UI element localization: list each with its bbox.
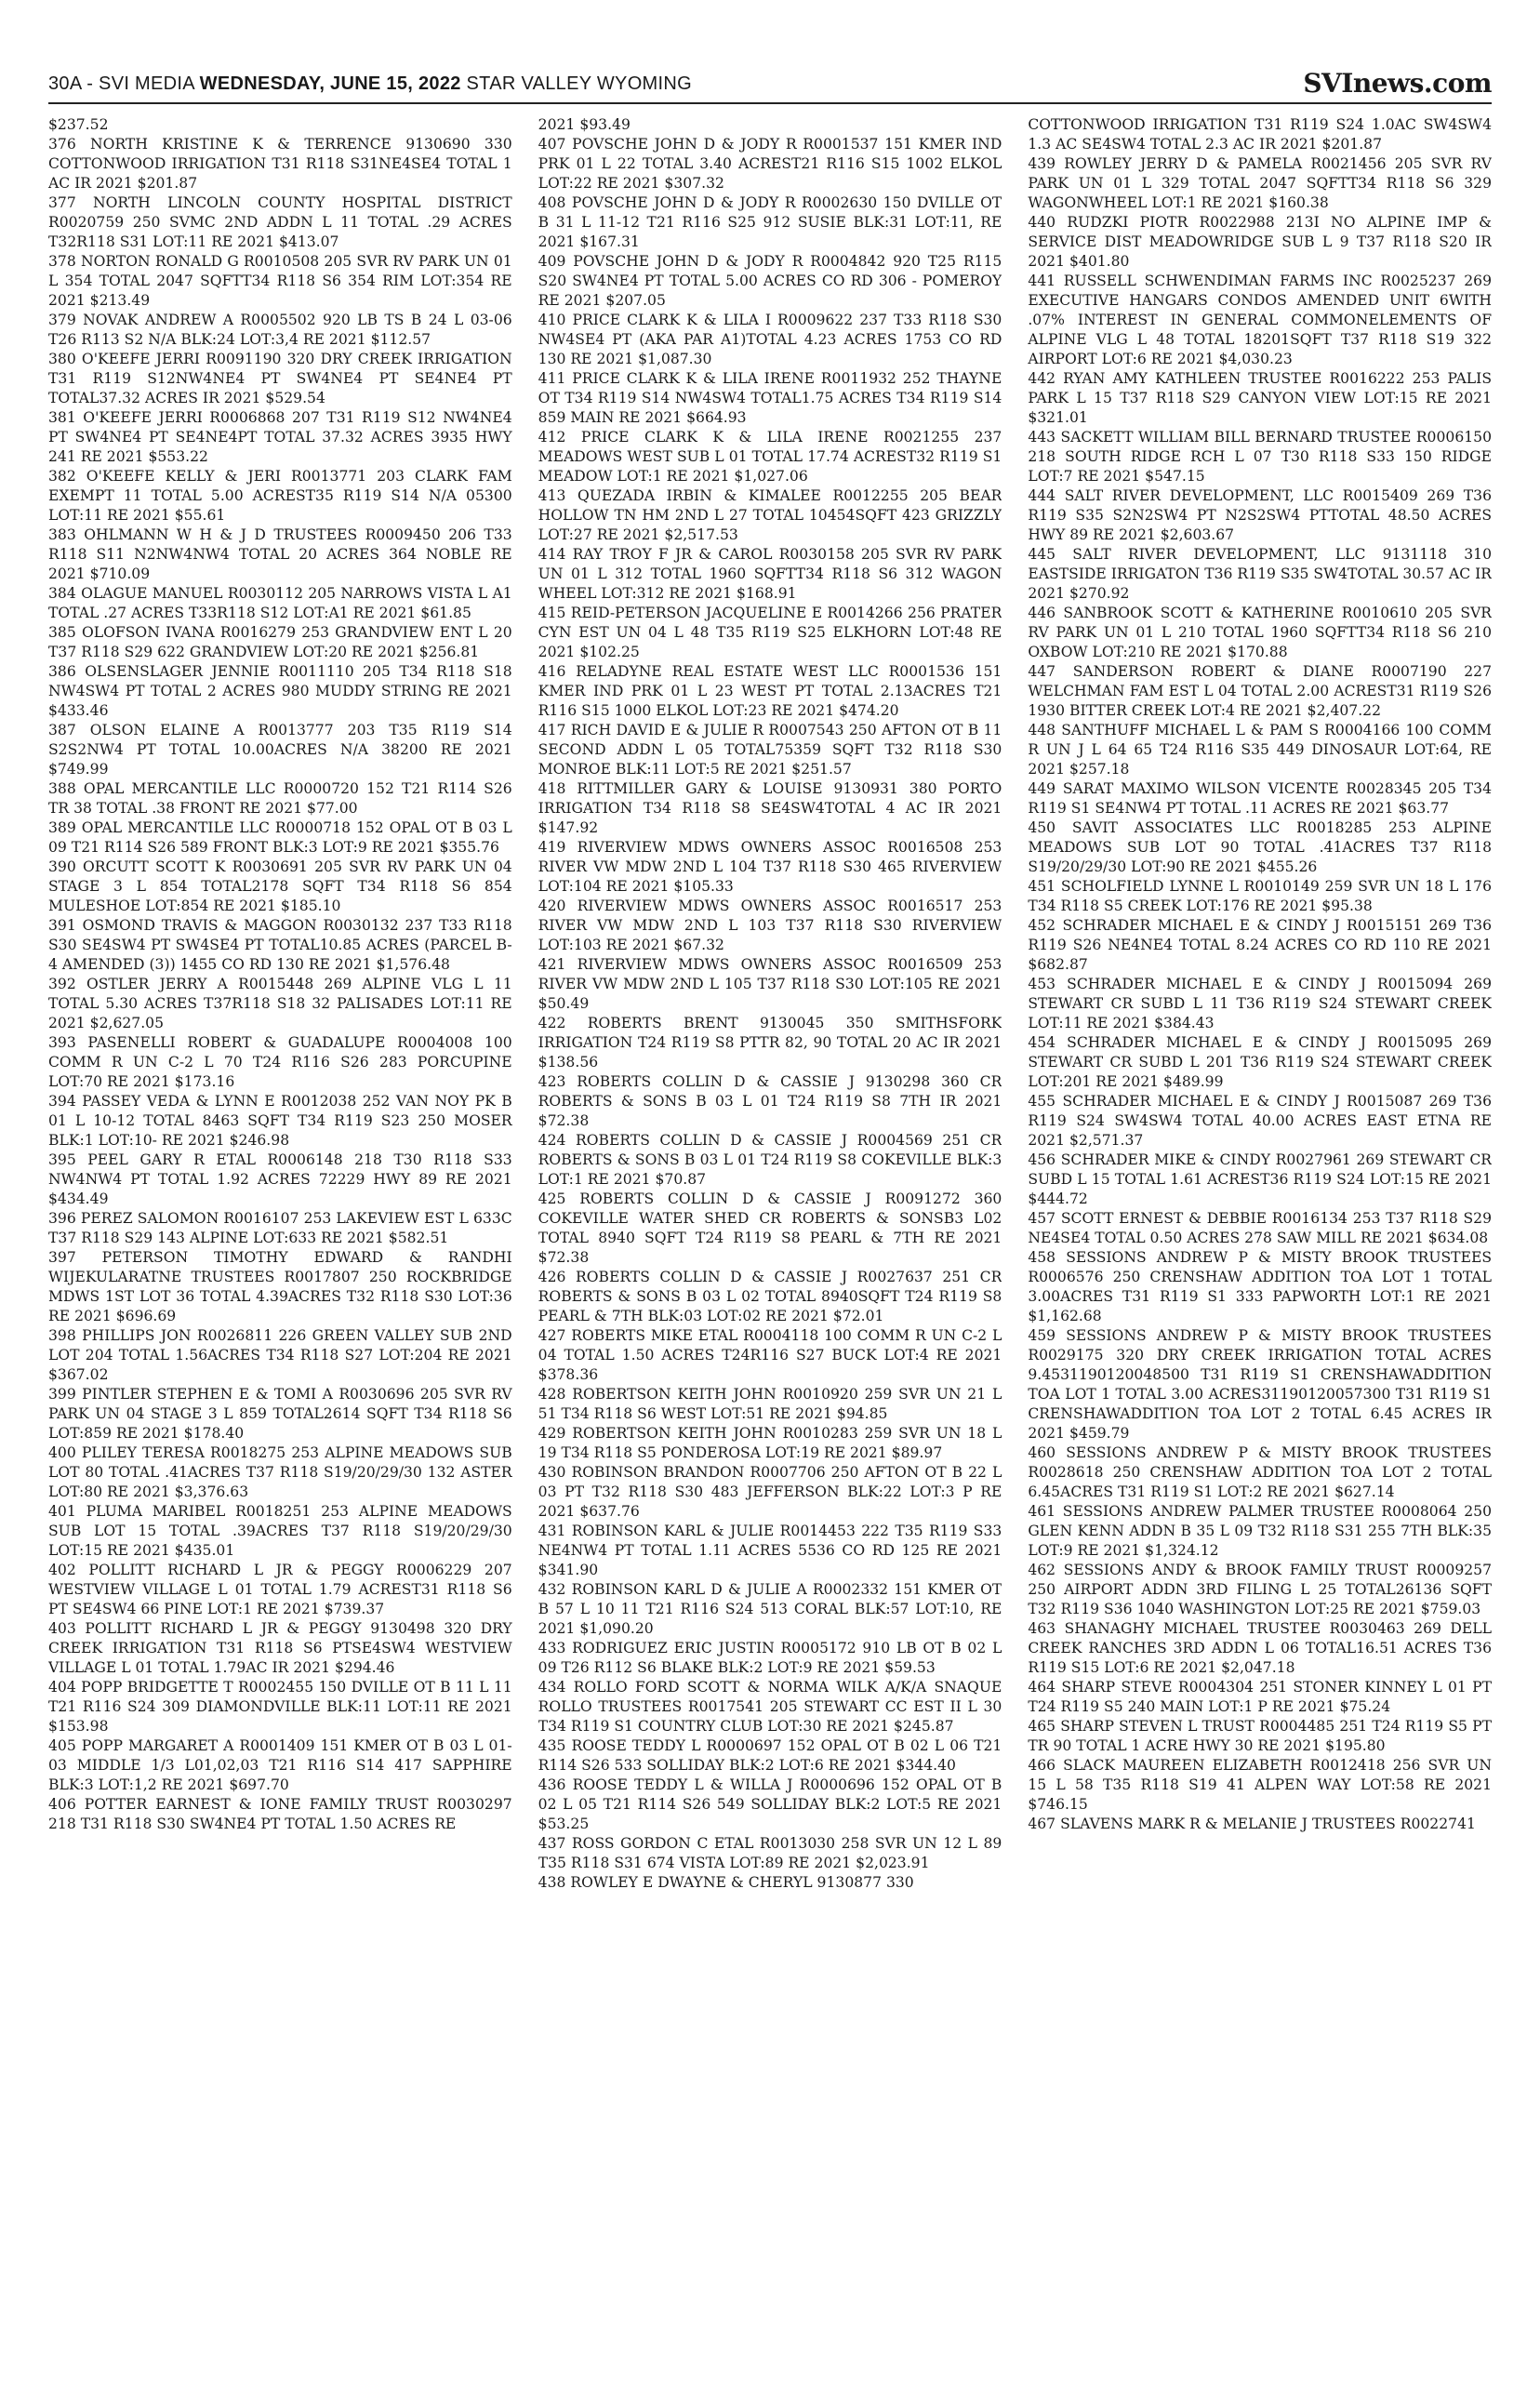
tax-listing-entry: 378 NORTON RONALD G R0010508 205 SVR RV PARK UN 01 L 354 TOTAL 2047 SQFTT34 R118 S6 354 RIM LOT:354 RE 2021 $213.49 [48,253,512,309]
tax-listing-entry: 428 ROBERTSON KEITH JOHN R0010920 259 SVR UN 21 L 51 T34 R118 S6 WEST LOT:51 RE 2021 $94.85 [538,1386,1002,1422]
tax-listing-entry: 401 PLUMA MARIBEL R0018251 253 ALPINE MEADOWS SUB LOT 15 TOTAL .39ACRES T37 R118 S19/20/29/30 LOT:15 RE 2021 $435.01 [48,1503,512,1559]
tax-listing-entry: 379 NOVAK ANDREW A R0005502 920 LB TS B 24 L 03-06 T26 R113 S2 N/A BLK:24 LOT:3,4 RE 2021 $112.57 [48,312,512,348]
legal-notice-columns [48,115,1492,2357]
tax-listing-entry: 394 PASSEY VEDA & LYNN E R0012038 252 VAN NOY PK B 01 L 10-12 TOTAL 8463 SQFT T34 R119 S23 250 MOSER BLK:1 LOT:10- RE 2021 $246.98 [48,1093,512,1149]
tax-listing-entry: 408 POVSCHE JOHN D & JODY R R0002630 150 DVILLE OT B 31 L 11-12 T21 R116 S25 912 SUSIE BLK:31 LOT:11, RE 2021 $167.31 [538,194,1002,250]
tax-listing-entry: 431 ROBINSON KARL & JULIE R0014453 222 T35 R119 S33 NE4NW4 PT TOTAL 1.11 ACRES 5536 CO RD 125 RE 2021 $341.90 [538,1523,1002,1578]
tax-listing-entry: 395 PEEL GARY R ETAL R0006148 218 T30 R118 S33 NW4NW4 PT TOTAL 1.92 ACRES 72229 HWY 89 RE 2021 $434.49 [48,1151,512,1207]
tax-listing-entry: 410 PRICE CLARK K & LILA I R0009622 237 T33 R118 S30 NW4SE4 PT (AKA PAR A1)TOTAL 4.23 ACRES 1753 CO RD 130 RE 2021 $1,087.30 [538,312,1002,367]
tax-listing-entry: 432 ROBINSON KARL D & JULIE A R0002332 151 KMER OT B 57 L 10 11 T21 R116 S24 513 CORAL BLK:57 LOT:10, RE 2021 $1,090.20 [538,1581,1002,1637]
website-link[interactable]: SVInews.com [1303,68,1492,99]
tax-listing-entry: 444 SALT RIVER DEVELOPMENT, LLC R0015409 269 T36 R119 S35 S2N2SW4 PT N2S2SW4 PTTOTAL 48.50 ACRES HWY 89 RE 2021 $2,603.67 [1028,487,1492,543]
tax-listing-entry: 464 SHARP STEVE R0004304 251 STONER KINNEY L 01 PT T24 R119 S5 240 MAIN LOT:1 P RE 2021 $75.24 [1028,1679,1492,1715]
publication-date: WEDNESDAY, JUNE 15, 2022 [199,73,461,94]
tax-listing-entry: 455 SCHRADER MICHAEL E & CINDY J R0015087 269 T36 R119 S24 SW4SW4 TOTAL 40.00 ACRES EAST ETNA RE 2021 $2,571.37 [1028,1093,1492,1149]
tax-listing-entry: 440 RUDZKI PIOTR R0022988 213I NO ALPINE IMP & SERVICE DIST MEADOWRIDGE SUB L 9 T37 R118 S20 IR 2021 $401.80 [1028,214,1492,270]
tax-listing-entry: 442 RYAN AMY KATHLEEN TRUSTEE R0016222 253 PALIS PARK L 15 T37 R118 S29 CANYON VIEW LOT:15 RE 2021 $321.01 [1028,370,1492,426]
tax-listing-entry: 461 SESSIONS ANDREW PALMER TRUSTEE R0008064 250 GLEN KENN ADDN B 35 L 09 T32 R118 S31 255 7TH BLK:35 LOT:9 RE 2021 $1,324.12 [1028,1503,1492,1559]
page-folio [48,73,692,102]
tax-listing-entry: 2021 $93.49 [538,116,631,133]
tax-listing-entry: 419 RIVERVIEW MDWS OWNERS ASSOC R0016508 253 RIVER VW MDW 2ND L 104 T37 R118 S30 465 RIVERVIEW LOT:104 RE 2021 $105.33 [538,839,1002,895]
tax-listing-entry: 405 POPP MARGARET A R0001409 151 KMER OT B 03 L 01-03 MIDDLE 1/3 L01,02,03 T21 R116 S14 417 SAPPHIRE BLK:3 LOT:1,2 RE 2021 $697.70 [48,1737,512,1793]
tax-listing-entry: 462 SESSIONS ANDY & BROOK FAMILY TRUST R0009257 250 AIRPORT ADDN 3RD FILING L 25 TOTAL26136 SQFT T32 R119 S36 1040 WASHINGTON LOT:25 RE 2021 $759.03 [1028,1562,1492,1617]
tax-listing-entry: 418 RITTMILLER GARY & LOUISE 9130931 380 PORTO IRRIGATION T34 R118 S8 SE4SW4TOTAL 4 AC IR 2021 $147.92 [538,780,1002,836]
tax-listing-entry: 449 SARAT MAXIMO WILSON VICENTE R0028345 205 T34 R119 S1 SE4NW4 PT TOTAL .11 ACRES RE 2021 $63.77 [1028,780,1492,817]
tax-listing-entry: 400 PLILEY TERESA R0018275 253 ALPINE MEADOWS SUB LOT 80 TOTAL .41ACRES T37 R118 S19/20/29/30 132 ASTER LOT:80 RE 2021 $3,376.63 [48,1444,512,1500]
tax-listing-entry: 423 ROBERTS COLLIN D & CASSIE J 9130298 360 CR ROBERTS & SONS B 03 L 01 T24 R119 S8 7TH IR 2021 $72.38 [538,1073,1002,1129]
tax-listing-entry: 390 ORCUTT SCOTT K R0030691 205 SVR RV PARK UN 04 STAGE 3 L 854 TOTAL2178 SQFT T34 R118 S6 854 MULESHOE LOT:854 RE 2021 $185.10 [48,858,512,914]
page-label: 30A - SVI MEDIA [48,73,194,94]
tax-listing-entry: 450 SAVIT ASSOCIATES LLC R0018285 253 ALPINE MEADOWS SUB LOT 90 TOTAL .41ACRES T37 R118 S19/20/29/30 LOT:90 RE 2021 $455.26 [1028,819,1492,875]
tax-listing-entry: 389 OPAL MERCANTILE LLC R0000718 152 OPAL OT B 03 L 09 T21 R114 S26 589 FRONT BLK:3 LOT:9 RE 2021 $355.76 [48,819,512,856]
tax-listing-entry: 430 ROBINSON BRANDON R0007706 250 AFTON OT B 22 L 03 PT T32 R118 S30 483 JEFFERSON BLK:22 LOT:3 P RE 2021 $637.76 [538,1464,1002,1520]
tax-listing-entry: 437 ROSS GORDON C ETAL R0013030 258 SVR UN 12 L 89 T35 R118 S31 674 VISTA LOT:89 RE 2021 $2,023.91 [538,1835,1002,1871]
tax-listing-entry: 425 ROBERTS COLLIN D & CASSIE J R0091272 360 COKEVILLE WATER SHED CR ROBERTS & SONSB3 L02 TOTAL 8940 SQFT T24 R119 S8 PEARL & 7TH RE 2021 $72.38 [538,1190,1002,1266]
tax-listing-entry: 459 SESSIONS ANDREW P & MISTY BROOK TRUSTEES R0029175 320 DRY CREEK IRRIGATION TOTAL ACRES 9.4531190120048500 T31 R119 S1 CRENSHAWADDITION TOA LOT 1 TOTAL 3.00 ACRES31190120057300 T31 R119 S1 CRENSHAWADDITION TOA LOT 2 TOTAL 6.45 ACRES IR 2021 $459.79 [1028,1327,1492,1442]
tax-listing-entry: 380 O'KEEFE JERRI R0091190 320 DRY CREEK IRRIGATION T31 R119 S12NW4NE4 PT SW4NE4 PT SE4NE4 PT TOTAL37.32 ACRES IR 2021 $529.54 [48,351,512,406]
paper-name: STAR VALLEY WYOMING [466,73,692,94]
tax-listing-entry: 402 POLLITT RICHARD L JR & PEGGY R0006229 207 WESTVIEW VILLAGE L 01 TOTAL 1.79 ACREST31 R118 S6 PT SE4SW4 66 PINE LOT:1 RE 2021 $739.37 [48,1562,512,1617]
tax-listing-entry: 409 POVSCHE JOHN D & JODY R R0004842 920 T25 R115 S20 SW4NE4 PT TOTAL 5.00 ACRES CO RD 306 - POMEROY RE 2021 $207.05 [538,253,1002,309]
column-3 [1028,115,1492,2357]
tax-listing-entry: 436 ROOSE TEDDY L & WILLA J R0000696 152 OPAL OT B 02 L 05 T21 R114 S26 549 SOLLIDAY BLK:2 LOT:5 RE 2021 $53.25 [538,1776,1002,1832]
tax-listing-entry: 439 ROWLEY JERRY D & PAMELA R0021456 205 SVR RV PARK UN 01 L 329 TOTAL 2047 SQFTT34 R118 S6 329 WAGONWHEEL LOT:1 RE 2021 $160.38 [1028,155,1492,211]
column-1 [48,115,512,2357]
tax-listing-entry: 393 PASENELLI ROBERT & GUADALUPE R0004008 100 COMM R UN C-2 L 70 T24 R116 S26 283 PORCUPINE LOT:70 RE 2021 $173.16 [48,1034,512,1090]
tax-listing-entry: 417 RICH DAVID E & JULIE R R0007543 250 AFTON OT B 11 SECOND ADDN L 05 TOTAL75359 SQFT T32 R118 S30 MONROE BLK:11 LOT:5 RE 2021 $251.57 [538,722,1002,778]
tax-listing-entry: 388 OPAL MERCANTILE LLC R0000720 152 T21 R114 S26 TR 38 TOTAL .38 FRONT RE 2021 $77.00 [48,780,512,817]
tax-listing-entry: 446 SANBROOK SCOTT & KATHERINE R0010610 205 SVR RV PARK UN 01 L 210 TOTAL 1960 SQFTT34 R118 S6 210 OXBOW LOT:210 RE 2021 $170.88 [1028,605,1492,660]
tax-listing-entry: 463 SHANAGHY MICHAEL TRUSTEE R0030463 269 DELL CREEK RANCHES 3RD ADDN L 06 TOTAL16.51 ACRES T36 R119 S15 LOT:6 RE 2021 $2,047.18 [1028,1620,1492,1676]
tax-listing-entry: 438 ROWLEY E DWAYNE & CHERYL 9130877 330 [538,1874,914,1891]
tax-listing-entry: 465 SHARP STEVEN L TRUST R0004485 251 T24 R119 S5 PT TR 90 TOTAL 1 ACRE HWY 30 RE 2021 $195.80 [1028,1718,1492,1754]
tax-listing-entry: 412 PRICE CLARK K & LILA IRENE R0021255 237 MEADOWS WEST SUB L 01 TOTAL 17.74 ACREST32 R119 S1 MEADOW LOT:1 RE 2021 $1,027.06 [538,429,1002,485]
tax-listing-entry: 454 SCHRADER MICHAEL E & CINDY J R0015095 269 STEWART CR SUBD L 201 T36 R119 S24 STEWART CREEK LOT:201 RE 2021 $489.99 [1028,1034,1492,1090]
tax-listing-entry: 416 RELADYNE REAL ESTATE WEST LLC R0001536 151 KMER IND PRK 01 L 23 WEST PT TOTAL 2.13ACRES T21 R116 S15 1000 ELKOL LOT:23 RE 2021 $474.20 [538,663,1002,719]
tax-listing-entry: 420 RIVERVIEW MDWS OWNERS ASSOC R0016517 253 RIVER VW MDW 2ND L 103 T37 R118 S30 RIVERVIEW LOT:103 RE 2021 $67.32 [538,898,1002,953]
tax-listing-entry: 407 POVSCHE JOHN D & JODY R R0001537 151 KMER IND PRK 01 L 22 TOTAL 3.40 ACREST21 R116 S15 1002 ELKOL LOT:22 RE 2021 $307.32 [538,136,1002,192]
tax-listing-entry: 422 ROBERTS BRENT 9130045 350 SMITHSFORK IRRIGATION T24 R119 S8 PTTR 82, 90 TOTAL 20 AC IR 2021 $138.56 [538,1015,1002,1071]
tax-listing-entry: 426 ROBERTS COLLIN D & CASSIE J R0027637 251 CR ROBERTS & SONS B 03 L 02 TOTAL 8940SQFT T24 R119 S8 PEARL & 7TH BLK:03 LOT:02 RE 2021 $72.01 [538,1269,1002,1324]
column-2 [538,115,1002,2357]
tax-listing-entry: 433 RODRIGUEZ ERIC JUSTIN R0005172 910 LB OT B 02 L 09 T26 R112 S6 BLAKE BLK:2 LOT:9 RE 2021 $59.53 [538,1640,1002,1676]
tax-listing-entry: 441 RUSSELL SCHWENDIMAN FARMS INC R0025237 269 EXECUTIVE HANGARS CONDOS AMENDED UNIT 6WITH .07% INTEREST IN GENERAL COMMONELEMENTS OF ALPINE VLG L 48 TOTAL 18201SQFT T37 R118 S19 322 AIRPORT LOT:6 RE 2021 $4,030.23 [1028,273,1492,367]
tax-listing-entry: 429 ROBERTSON KEITH JOHN R0010283 259 SVR UN 18 L 19 T34 R118 S5 PONDEROSA LOT:19 RE 2021 $89.97 [538,1425,1002,1461]
tax-listing-entry: 453 SCHRADER MICHAEL E & CINDY J R0015094 269 STEWART CR SUBD L 11 T36 R119 S24 STEWART CREEK LOT:11 RE 2021 $384.43 [1028,976,1492,1031]
tax-listing-entry: COTTONWOOD IRRIGATION T31 R119 S24 1.0AC SW4SW4 1.3 AC SE4SW4 TOTAL 2.3 AC IR 2021 $201.87 [1028,116,1492,153]
tax-listing-entry: 451 SCHOLFIELD LYNNE L R0010149 259 SVR UN 18 L 176 T34 R118 S5 CREEK LOT:176 RE 2021 $95.38 [1028,878,1492,914]
tax-listing-entry: 452 SCHRADER MICHAEL E & CINDY J R0015151 269 T36 R119 S26 NE4NE4 TOTAL 8.24 ACRES CO RD 110 RE 2021 $682.87 [1028,917,1492,973]
tax-listing-entry: 445 SALT RIVER DEVELOPMENT, LLC 9131118 310 EASTSIDE IRRIGATON T36 R119 S35 SW4TOTAL 30.57 AC IR 2021 $270.92 [1028,546,1492,602]
page-header [48,61,1492,104]
tax-listing-entry: 460 SESSIONS ANDREW P & MISTY BROOK TRUSTEES R0028618 250 CRENSHAW ADDITION TOA LOT 2 TOTAL 6.45ACRES T31 R119 S1 LOT:2 RE 2021 $627.14 [1028,1444,1492,1500]
tax-listing-entry: 387 OLSON ELAINE A R0013777 203 T35 R119 S14 S2S2NW4 PT TOTAL 10.00ACRES N/A 38200 RE 2021 $749.99 [48,722,512,778]
tax-listing-entry: 396 PEREZ SALOMON R0016107 253 LAKEVIEW EST L 633C T37 R118 S29 143 ALPINE LOT:633 RE 2021 $582.51 [48,1210,512,1246]
tax-listing-entry: 391 OSMOND TRAVIS & MAGGON R0030132 237 T33 R118 S30 SE4SW4 PT SW4SE4 PT TOTAL10.85 ACRES (PARCEL B-4 AMENDED (3)) 1455 CO RD 130 RE 2021 $1,576.48 [48,917,512,973]
tax-listing-entry: 421 RIVERVIEW MDWS OWNERS ASSOC R0016509 253 RIVER VW MDW 2ND L 105 T37 R118 S30 LOT:105 RE 2021 $50.49 [538,956,1002,1012]
tax-listing-entry: 466 SLACK MAUREEN ELIZABETH R0012418 256 SVR UN 15 L 58 T35 R118 S19 41 ALPEN WAY LOT:58 RE 2021 $746.15 [1028,1757,1492,1813]
tax-listing-entry: 383 OHLMANN W H & J D TRUSTEES R0009450 206 T33 R118 S11 N2NW4NW4 TOTAL 20 ACRES 364 NOBLE RE 2021 $710.09 [48,526,512,582]
tax-listing-entry: 404 POPP BRIDGETTE T R0002455 150 DVILLE OT B 11 L 11 T21 R116 S24 309 DIAMONDVILLE BLK:11 LOT:11 RE 2021 $153.98 [48,1679,512,1735]
tax-listing-entry: 399 PINTLER STEPHEN E & TOMI A R0030696 205 SVR RV PARK UN 04 STAGE 3 L 859 TOTAL2614 SQFT T34 R118 S6 LOT:859 RE 2021 $178.40 [48,1386,512,1442]
tax-listing-entry: 467 SLAVENS MARK R & MELANIE J TRUSTEES R0022741 [1028,1816,1476,1832]
tax-listing-entry: 392 OSTLER JERRY A R0015448 269 ALPINE VLG L 11 TOTAL 5.30 ACRES T37R118 S18 32 PALISADES LOT:11 RE 2021 $2,627.05 [48,976,512,1031]
tax-listing-entry: $237.52 [48,116,109,133]
tax-listing-entry: 385 OLOFSON IVANA R0016279 253 GRANDVIEW ENT L 20 T37 R118 S29 622 GRANDVIEW LOT:20 RE 2021 $256.81 [48,624,512,660]
tax-listing-entry: 414 RAY TROY F JR & CAROL R0030158 205 SVR RV PARK UN 01 L 312 TOTAL 1960 SQFTT34 R118 S6 312 WAGON WHEEL LOT:312 RE 2021 $168.91 [538,546,1002,602]
tax-listing-entry: 406 POTTER EARNEST & IONE FAMILY TRUST R0030297 218 T31 R118 S30 SW4NE4 PT TOTAL 1.50 ACRES RE [48,1796,512,1832]
tax-listing-entry: 456 SCHRADER MIKE & CINDY R0027961 269 STEWART CR SUBD L 15 TOTAL 1.61 ACREST36 R119 S24 LOT:15 RE 2021 $444.72 [1028,1151,1492,1207]
tax-listing-entry: 386 OLSENSLAGER JENNIE R0011110 205 T34 R118 S18 NW4SW4 PT TOTAL 2 ACRES 980 MUDDY STRING RE 2021 $433.46 [48,663,512,719]
tax-listing-entry: 435 ROOSE TEDDY L R0000697 152 OPAL OT B 02 L 06 T21 R114 S26 533 SOLLIDAY BLK:2 LOT:6 RE 2021 $344.40 [538,1737,1002,1774]
tax-listing-entry: 415 REID-PETERSON JACQUELINE E R0014266 256 PRATER CYN EST UN 04 L 48 T35 R119 S25 ELKHORN LOT:48 RE 2021 $102.25 [538,605,1002,660]
tax-listing-entry: 411 PRICE CLARK K & LILA IRENE R0011932 252 THAYNE OT T34 R119 S14 NW4SW4 TOTAL1.75 ACRES T34 R119 S14 859 MAIN RE 2021 $664.93 [538,370,1002,426]
tax-listing-entry: 424 ROBERTS COLLIN D & CASSIE J R0004569 251 CR ROBERTS & SONS B 03 L 01 T24 R119 S8 COKEVILLE BLK:3 LOT:1 RE 2021 $70.87 [538,1132,1002,1188]
tax-listing-entry: 397 PETERSON TIMOTHY EDWARD & RANDHI WIJEKULARATNE TRUSTEES R0017807 250 ROCKBRIDGE MDWS 1ST LOT 36 TOTAL 4.39ACRES T32 R118 S30 LOT:36 RE 2021 $696.69 [48,1249,512,1324]
tax-listing-entry: 403 POLLITT RICHARD L JR & PEGGY 9130498 320 DRY CREEK IRRIGATION T31 R118 S6 PTSE4SW4 WESTVIEW VILLAGE L 01 TOTAL 1.79AC IR 2021 $294.46 [48,1620,512,1676]
tax-listing-entry: 457 SCOTT ERNEST & DEBBIE R0016134 253 T37 R118 S29 NE4SE4 TOTAL 0.50 ACRES 278 SAW MILL RE 2021 $634.08 [1028,1210,1492,1246]
tax-listing-entry: 434 ROLLO FORD SCOTT & NORMA WILK A/K/A SNAQUE ROLLO TRUSTEES R0017541 205 STEWART CC EST II L 30 T34 R119 S1 COUNTRY CLUB LOT:30 RE 2021 $245.87 [538,1679,1002,1735]
tax-listing-entry: 398 PHILLIPS JON R0026811 226 GREEN VALLEY SUB 2ND LOT 204 TOTAL 1.56ACRES T34 R118 S27 LOT:204 RE 2021 $367.02 [48,1327,512,1383]
tax-listing-entry: 443 SACKETT WILLIAM BILL BERNARD TRUSTEE R0006150 218 SOUTH RIDGE RCH L 07 T30 R118 S33 150 RIDGE LOT:7 RE 2021 $547.15 [1028,429,1492,485]
tax-listing-entry: 376 NORTH KRISTINE K & TERRENCE 9130690 330 COTTONWOOD IRRIGATION T31 R118 S31NE4SE4 TOTAL 1 AC IR 2021 $201.87 [48,136,512,192]
tax-listing-entry: 381 O'KEEFE JERRI R0006868 207 T31 R119 S12 NW4NE4 PT SW4NE4 PT SE4NE4PT TOTAL 37.32 ACRES 3935 HWY 241 RE 2021 $553.22 [48,409,512,465]
tax-listing-entry: 427 ROBERTS MIKE ETAL R0004118 100 COMM R UN C-2 L 04 TOTAL 1.50 ACRES T24R116 S27 BUCK LOT:4 RE 2021 $378.36 [538,1327,1002,1383]
tax-listing-entry: 448 SANTHUFF MICHAEL L & PAM S R0004166 100 COMM R UN J L 64 65 T24 R116 S35 449 DINOSAUR LOT:64, RE 2021 $257.18 [1028,722,1492,778]
tax-listing-entry: 382 O'KEEFE KELLY & JERI R0013771 203 CLARK FAM EXEMPT 11 TOTAL 5.00 ACREST35 R119 S14 N/A 05300 LOT:11 RE 2021 $55.61 [48,468,512,524]
tax-listing-entry: 413 QUEZADA IRBIN & KIMALEE R0012255 205 BEAR HOLLOW TN HM 2ND L 27 TOTAL 10454SQFT 423 GRIZZLY LOT:27 RE 2021 $2,517.53 [538,487,1002,543]
tax-listing-entry: 458 SESSIONS ANDREW P & MISTY BROOK TRUSTEES R0006576 250 CRENSHAW ADDITION TOA LOT 1 TOTAL 3.00ACRES T31 R119 S1 333 PAPWORTH LOT:1 RE 2021 $1,162.68 [1028,1249,1492,1324]
tax-listing-entry: 384 OLAGUE MANUEL R0030112 205 NARROWS VISTA L A1 TOTAL .27 ACRES T33R118 S12 LOT:A1 RE 2021 $61.85 [48,585,512,621]
tax-listing-entry: 377 NORTH LINCOLN COUNTY HOSPITAL DISTRICT R0020759 250 SVMC 2ND ADDN L 11 TOTAL .29 ACRES T32R118 S31 LOT:11 RE 2021 $413.07 [48,194,512,250]
tax-listing-entry: 447 SANDERSON ROBERT & DIANE R0007190 227 WELCHMAN FAM EST L 04 TOTAL 2.00 ACREST31 R119 S26 1930 BITTER CREEK LOT:4 RE 2021 $2,407.22 [1028,663,1492,719]
